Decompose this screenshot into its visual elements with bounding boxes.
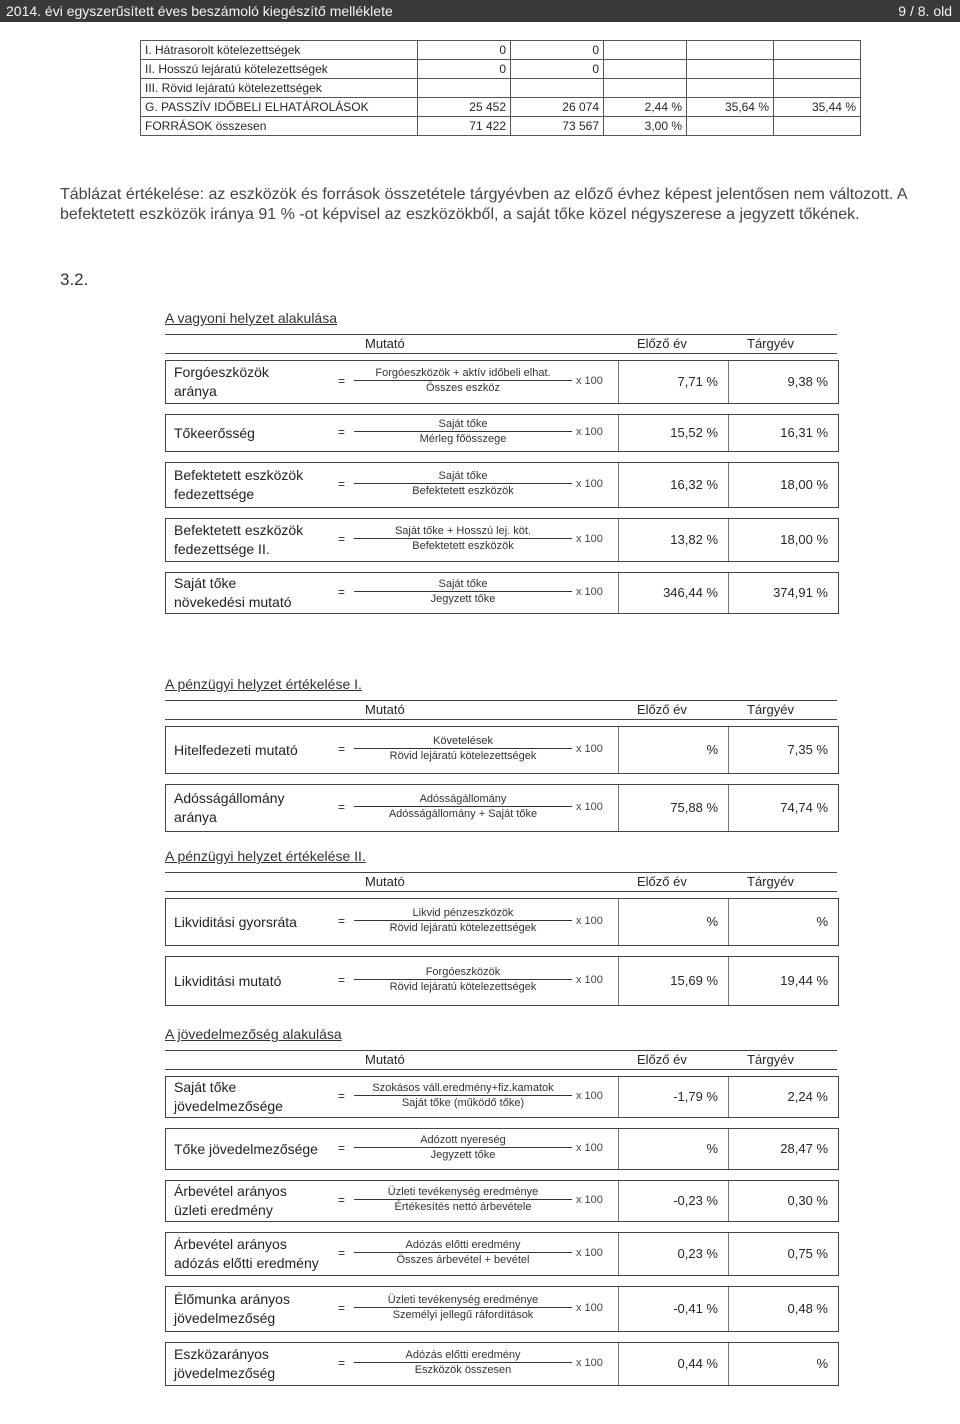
- indicator-name-line: Saját tőke: [174, 1079, 237, 1095]
- equals-sign: =: [338, 1089, 346, 1103]
- current-year-value: 2,24 %: [787, 1089, 828, 1104]
- indicator-row: [165, 1128, 839, 1170]
- block-title: A vagyoni helyzet alakulása: [165, 310, 337, 326]
- row-value: [604, 79, 687, 98]
- row-value: 73 567: [511, 117, 604, 136]
- section-title: 3.2.: [60, 270, 89, 289]
- row-value: 0: [511, 60, 604, 79]
- header-mutato: Mutató: [365, 1052, 405, 1067]
- formula-numerator: Forgóeszközök + aktív időbeli elhat.: [354, 367, 572, 381]
- indicator-row: [165, 784, 839, 832]
- formula-numerator: Adózás előtti eredmény: [354, 1349, 572, 1363]
- current-year-value: 18,00 %: [780, 477, 828, 492]
- times-100: x 100: [576, 915, 603, 927]
- row-value: 35,64 %: [687, 98, 774, 117]
- indicator-row: [165, 414, 839, 452]
- indicator-name: [174, 574, 292, 612]
- indicator-name-line: fedezettsége II.: [174, 541, 270, 557]
- header-mutato: Mutató: [365, 874, 405, 889]
- indicator-name-line: Adósságállomány: [174, 790, 285, 806]
- previous-year-value: 346,44 %: [663, 585, 718, 600]
- formula-numerator: Üzleti tevékenység eredménye: [354, 1294, 572, 1308]
- current-year-value: %: [816, 914, 828, 929]
- previous-year-value: -0,41 %: [673, 1301, 718, 1316]
- header-current-year: Tárgyév: [747, 702, 794, 717]
- row-value: [687, 41, 774, 60]
- formula: [354, 1186, 572, 1213]
- current-year-value: 18,00 %: [780, 532, 828, 547]
- table-row: [141, 41, 861, 60]
- row-value: [774, 41, 861, 60]
- current-year-value: 16,31 %: [780, 425, 828, 440]
- formula: [354, 470, 572, 497]
- row-label: G. PASSZÍV IDŐBELI ELHATÁROLÁSOK: [141, 98, 418, 117]
- block-header-row: [165, 700, 837, 720]
- times-100: x 100: [576, 426, 603, 438]
- indicator-row: [165, 1342, 839, 1386]
- formula: [354, 367, 572, 394]
- indicator-name: [174, 1140, 318, 1159]
- indicator-name-line: Befektetett eszközök: [174, 467, 304, 483]
- formula-denominator: Eszközök összesen: [414, 1364, 512, 1376]
- previous-year-value: %: [706, 742, 718, 757]
- formula: [354, 418, 572, 445]
- row-value: 26 074: [511, 98, 604, 117]
- indicator-row: [165, 572, 839, 614]
- current-year-value: %: [816, 1356, 828, 1371]
- times-100: x 100: [576, 375, 603, 387]
- times-100: x 100: [576, 1302, 603, 1314]
- page-number: 9 / 8. old: [898, 3, 952, 19]
- row-value: [511, 79, 604, 98]
- indicator-name-line: Hitelfedezeti mutató: [174, 741, 298, 758]
- equals-sign: =: [338, 477, 346, 491]
- row-value: [774, 60, 861, 79]
- current-year-value: 0,75 %: [787, 1246, 828, 1261]
- previous-year-value: 0,23 %: [677, 1246, 718, 1261]
- current-year-value: 0,30 %: [787, 1193, 828, 1208]
- row-value: 35,44 %: [774, 98, 861, 117]
- previous-year-value: %: [706, 1141, 718, 1156]
- previous-year-value: 0,44 %: [677, 1356, 718, 1371]
- equals-sign: =: [338, 1141, 346, 1155]
- row-value: [774, 117, 861, 136]
- indicator-row: [165, 956, 839, 1006]
- indicator-name-line: Forgóeszközök: [174, 364, 269, 380]
- previous-year-value: -1,79 %: [673, 1089, 718, 1104]
- indicator-name-line: Árbevétel arányos: [174, 1236, 287, 1252]
- header-current-year: Tárgyév: [747, 1052, 794, 1067]
- previous-year-value: 13,82 %: [670, 532, 718, 547]
- formula-numerator: Saját tőke: [354, 578, 572, 592]
- current-year-value: 19,44 %: [780, 973, 828, 988]
- formula: [354, 1082, 572, 1109]
- indicator-name-line: Tőke jövedelmezősége: [174, 1140, 318, 1157]
- formula: [354, 907, 572, 934]
- previous-year-value: 15,52 %: [670, 425, 718, 440]
- formula-numerator: Szokásos váll.eredmény+fiz.kamatok: [354, 1082, 572, 1096]
- times-100: x 100: [576, 533, 603, 545]
- row-label: III. Rövid lejáratú kötelezettségek: [141, 79, 418, 98]
- indicator-row: [165, 726, 839, 774]
- indicator-name-line: Élőmunka arányos: [174, 1291, 290, 1307]
- formula-denominator: Befektetett eszközök: [412, 485, 514, 497]
- indicator-name: [174, 1182, 287, 1220]
- indicator-name-line: Tőkeerősség: [174, 424, 255, 441]
- times-100: x 100: [576, 478, 603, 490]
- formula-denominator: Rövid lejáratú kötelezettségek: [389, 922, 537, 934]
- indicator-name-line: jövedelmezőség: [174, 1365, 276, 1381]
- row-value: [774, 79, 861, 98]
- indicator-name-line: Eszközarányos: [174, 1346, 269, 1362]
- current-year-value: 28,47 %: [780, 1141, 828, 1156]
- balance-table: [140, 40, 861, 136]
- evaluation-paragraph: Táblázat értékelése: az eszközök és források összetétele tárgyévben az előző évhez képest jelentősen nem változott. A befektetett eszközök iránya 91 % -ot képvisel az eszközökből, a saját tőke közel négyszerese a jegyzett tőkének.: [60, 186, 907, 223]
- indicator-row: [165, 1076, 839, 1118]
- current-year-value: 74,74 %: [780, 800, 828, 815]
- indicator-name: [174, 1235, 319, 1273]
- formula-numerator: Adózott nyereség: [354, 1134, 572, 1148]
- formula-numerator: Saját tőke: [354, 470, 572, 484]
- formula-denominator: Értékesítés nettó árbevétele: [394, 1201, 532, 1213]
- row-value: [418, 79, 511, 98]
- formula: [354, 966, 572, 993]
- indicator-name: [174, 789, 285, 827]
- times-100: x 100: [576, 1090, 603, 1102]
- indicator-row: [165, 1286, 839, 1332]
- header-previous-year: Előző év: [637, 1052, 687, 1067]
- indicator-row: [165, 360, 839, 404]
- formula-numerator: Forgóeszközök: [354, 966, 572, 980]
- previous-year-value: 75,88 %: [670, 800, 718, 815]
- row-value: 25 452: [418, 98, 511, 117]
- previous-year-value: %: [706, 914, 718, 929]
- formula-numerator: Saját tőke + Hosszú lej. köt.: [354, 525, 572, 539]
- block-title: A pénzügyi helyzet értékelése I.: [165, 676, 362, 692]
- row-value: [687, 60, 774, 79]
- row-value: 2,44 %: [604, 98, 687, 117]
- times-100: x 100: [576, 801, 603, 813]
- formula: [354, 735, 572, 762]
- indicator-name: [174, 363, 269, 401]
- times-100: x 100: [576, 1357, 603, 1369]
- current-year-value: 0,48 %: [787, 1301, 828, 1316]
- formula-denominator: Rövid lejáratú kötelezettségek: [389, 981, 537, 993]
- indicator-name: [174, 521, 303, 559]
- previous-year-value: 7,71 %: [677, 374, 718, 389]
- page-header: [0, 0, 960, 22]
- equals-sign: =: [338, 1193, 346, 1207]
- formula-denominator: Befektetett eszközök: [412, 540, 514, 552]
- formula: [354, 525, 572, 552]
- indicator-row: [165, 898, 839, 946]
- block-header-row: [165, 872, 837, 892]
- current-year-value: 9,38 %: [787, 374, 828, 389]
- equals-sign: =: [338, 800, 346, 814]
- row-value: 3,00 %: [604, 117, 687, 136]
- formula: [354, 1239, 572, 1266]
- row-value: 0: [511, 41, 604, 60]
- formula-denominator: Összes árbevétel + bevétel: [396, 1254, 530, 1266]
- formula-denominator: Személyi jellegű ráfordítások: [392, 1309, 534, 1321]
- formula: [354, 578, 572, 605]
- indicator-name-line: aránya: [174, 809, 217, 825]
- formula: [354, 1349, 572, 1376]
- indicator-name: [174, 424, 255, 443]
- times-100: x 100: [576, 1142, 603, 1154]
- indicator-name-line: üzleti eredmény: [174, 1202, 273, 1218]
- equals-sign: =: [338, 973, 346, 987]
- indicator-name: [174, 913, 297, 932]
- indicator-name-line: adózás előtti eredmény: [174, 1255, 319, 1271]
- indicator-name-line: aránya: [174, 383, 217, 399]
- current-year-value: 7,35 %: [787, 742, 828, 757]
- indicator-name: [174, 1345, 275, 1383]
- equals-sign: =: [338, 532, 346, 546]
- current-year-value: 374,91 %: [773, 585, 828, 600]
- indicator-row: [165, 1232, 839, 1276]
- table-row: [141, 79, 861, 98]
- indicator-name-line: jövedelmezőség: [174, 1310, 276, 1326]
- equals-sign: =: [338, 585, 346, 599]
- indicator-name-line: jövedelmezősége: [174, 1098, 283, 1114]
- header-mutato: Mutató: [365, 702, 405, 717]
- equals-sign: =: [338, 425, 346, 439]
- formula-denominator: Mérleg főösszege: [419, 433, 507, 445]
- indicator-name: [174, 1290, 290, 1328]
- formula-denominator: Jegyzett tőke: [430, 1149, 496, 1161]
- indicator-name: [174, 1078, 283, 1116]
- previous-year-value: -0,23 %: [673, 1193, 718, 1208]
- indicator-name-line: fedezettsége: [174, 486, 255, 502]
- formula-denominator: Jegyzett tőke: [430, 593, 496, 605]
- equals-sign: =: [338, 374, 346, 388]
- header-current-year: Tárgyév: [747, 336, 794, 351]
- formula-denominator: Összes eszköz: [426, 382, 500, 394]
- indicator-row: [165, 1180, 839, 1222]
- indicator-name-line: Likviditási mutató: [174, 972, 282, 989]
- row-value: 71 422: [418, 117, 511, 136]
- previous-year-value: 15,69 %: [670, 973, 718, 988]
- formula-numerator: Adózás előtti eredmény: [354, 1239, 572, 1253]
- header-previous-year: Előző év: [637, 874, 687, 889]
- row-value: [687, 79, 774, 98]
- times-100: x 100: [576, 1194, 603, 1206]
- indicator-name: [174, 972, 281, 991]
- times-100: x 100: [576, 974, 603, 986]
- formula-numerator: Üzleti tevékenység eredménye: [354, 1186, 572, 1200]
- indicator-name-line: Árbevétel arányos: [174, 1183, 287, 1199]
- indicator-name: [174, 466, 303, 504]
- equals-sign: =: [338, 1301, 346, 1315]
- equals-sign: =: [338, 1246, 346, 1260]
- header-current-year: Tárgyév: [747, 874, 794, 889]
- indicator-name: [174, 741, 298, 760]
- row-value: 0: [418, 41, 511, 60]
- row-value: [604, 60, 687, 79]
- formula: [354, 793, 572, 820]
- indicator-row: [165, 518, 839, 562]
- block-title: A pénzügyi helyzet értékelése II.: [165, 848, 366, 864]
- formula-numerator: Likvid pénzeszközök: [354, 907, 572, 921]
- equals-sign: =: [338, 914, 346, 928]
- previous-year-value: 16,32 %: [670, 477, 718, 492]
- equals-sign: =: [338, 742, 346, 756]
- header-title: 2014. évi egyszerűsített éves beszámoló kiegészítő melléklete: [6, 3, 393, 19]
- indicator-name-line: Befektetett eszközök: [174, 522, 304, 538]
- times-100: x 100: [576, 1247, 603, 1259]
- block-header-row: [165, 1050, 837, 1070]
- formula-numerator: Követelések: [354, 735, 572, 749]
- row-value: [687, 117, 774, 136]
- header-mutato: Mutató: [365, 336, 405, 351]
- table-row: [141, 117, 861, 136]
- indicator-name-line: Likviditási gyorsráta: [174, 913, 297, 930]
- formula-denominator: Saját tőke (működő tőke): [401, 1097, 525, 1109]
- formula-numerator: Adósságállomány: [354, 793, 572, 807]
- row-value: [604, 41, 687, 60]
- formula: [354, 1134, 572, 1161]
- formula-denominator: Adósságállomány + Saját tőke: [388, 808, 538, 820]
- header-previous-year: Előző év: [637, 336, 687, 351]
- row-label: FORRÁSOK összesen: [141, 117, 418, 136]
- indicator-row: [165, 462, 839, 508]
- equals-sign: =: [338, 1356, 346, 1370]
- header-previous-year: Előző év: [637, 702, 687, 717]
- formula-numerator: Saját tőke: [354, 418, 572, 432]
- indicator-name-line: növekedési mutató: [174, 594, 292, 610]
- block-header-row: [165, 334, 837, 354]
- formula-denominator: Rövid lejáratú kötelezettségek: [389, 750, 537, 762]
- block-title: A jövedelmezőség alakulása: [165, 1026, 342, 1042]
- times-100: x 100: [576, 743, 603, 755]
- row-label: I. Hátrasorolt kötelezettségek: [141, 41, 418, 60]
- indicator-name-line: Saját tőke: [174, 575, 237, 591]
- formula: [354, 1294, 572, 1321]
- row-value: 0: [418, 60, 511, 79]
- row-label: II. Hosszú lejáratú kötelezettségek: [141, 60, 418, 79]
- table-row: [141, 98, 861, 117]
- times-100: x 100: [576, 586, 603, 598]
- table-row: [141, 60, 861, 79]
